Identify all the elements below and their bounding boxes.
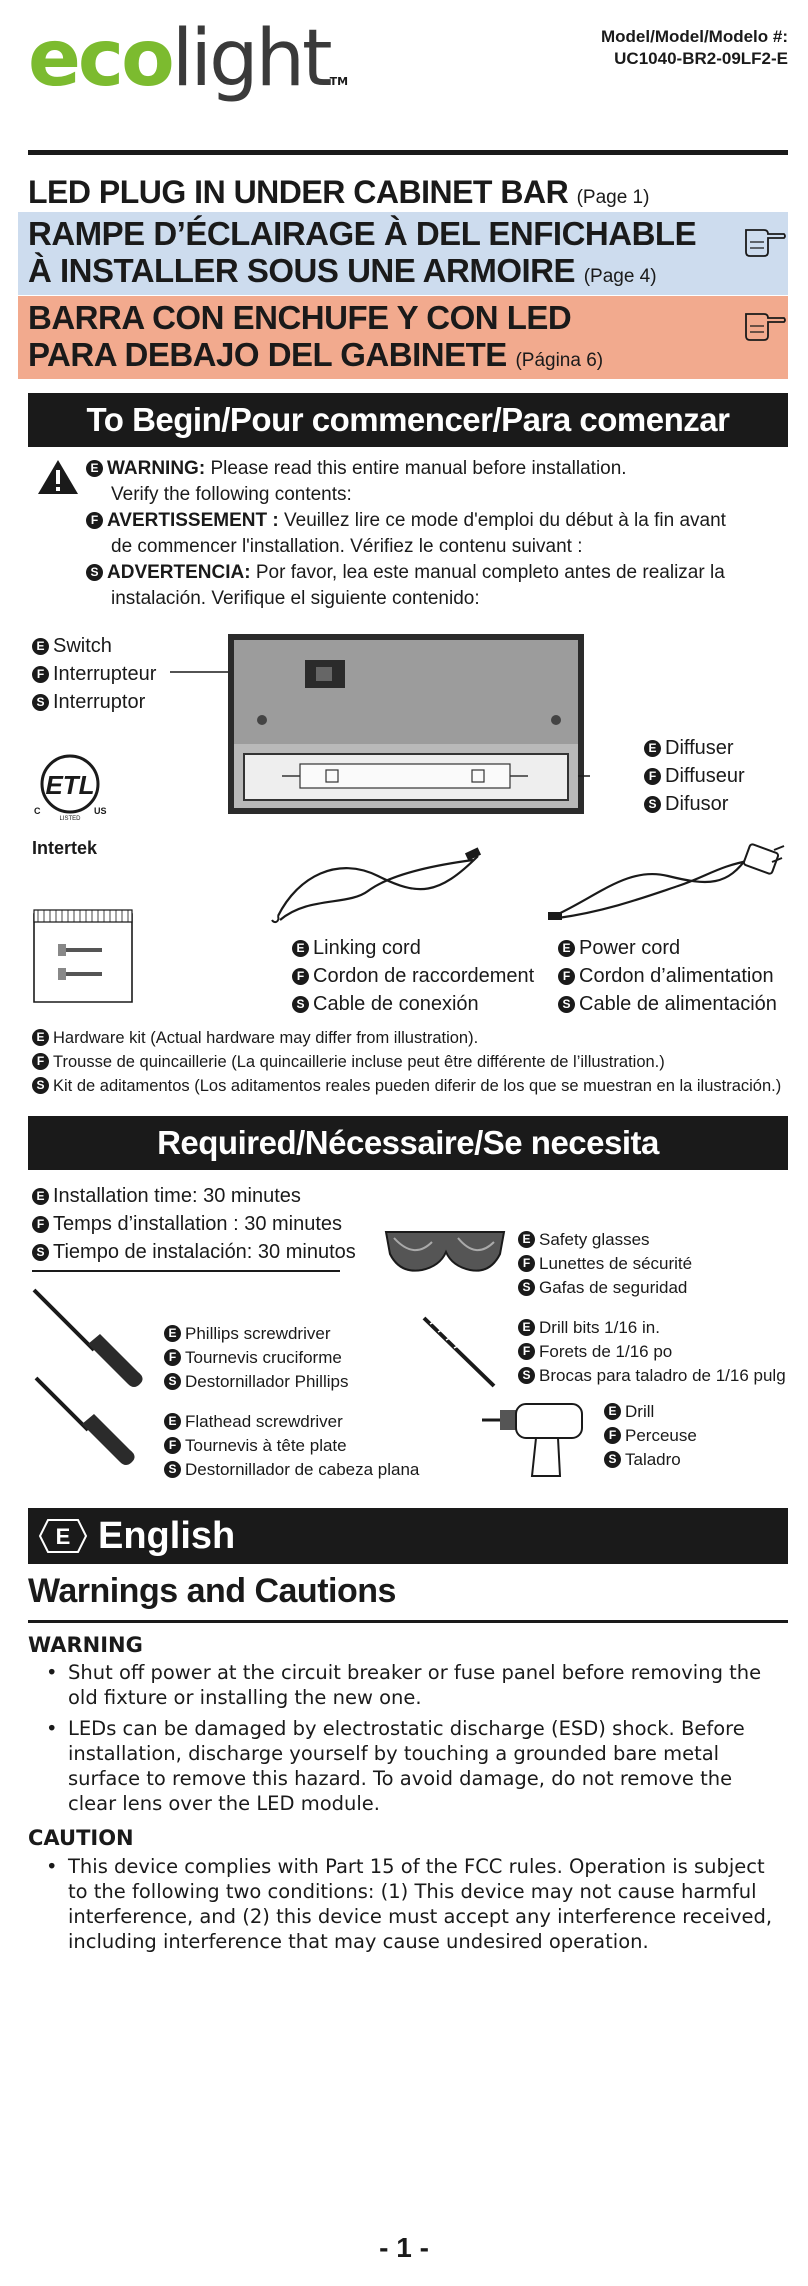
badge-s: S bbox=[164, 1373, 181, 1390]
badge-f: F bbox=[86, 512, 103, 529]
flathead-fr: Tournevis à tête plate bbox=[185, 1436, 347, 1455]
warning-item bbox=[46, 1716, 786, 1816]
warning-fr-text: Veuillez lire ce mode d'emploi du début à la fin avant bbox=[284, 510, 726, 531]
phillips-en: Phillips screwdriver bbox=[185, 1324, 331, 1343]
diffuser-fr: Diffuseur bbox=[665, 765, 745, 787]
header-rule bbox=[28, 150, 788, 155]
safety-en: Safety glasses bbox=[539, 1230, 650, 1249]
linking-cord-labels bbox=[292, 934, 534, 1018]
warning-es-label: ADVERTENCIA: bbox=[107, 562, 251, 583]
title-es-page: (Página 6) bbox=[515, 350, 604, 371]
pointing-hand-icon bbox=[742, 224, 786, 258]
badge-s: S bbox=[32, 1077, 49, 1094]
badge-s: S bbox=[292, 996, 309, 1013]
warnings-heading: Warnings and Cautions bbox=[28, 1572, 396, 1610]
diffuser-labels bbox=[644, 734, 745, 818]
hardware-en: Hardware kit (Actual hardware may differ from illustration). bbox=[53, 1029, 479, 1047]
safety-glasses-icon bbox=[380, 1224, 510, 1280]
badge-e: E bbox=[164, 1325, 181, 1342]
warning-en-label: WARNING: bbox=[107, 458, 206, 479]
caution-item bbox=[46, 1854, 786, 1954]
drill-bit-icon bbox=[420, 1314, 500, 1390]
warning-en-text2: Verify the following contents: bbox=[111, 484, 352, 505]
switch-fr: Interrupteur bbox=[53, 663, 157, 685]
english-label: English bbox=[98, 1515, 236, 1557]
title-es-line2: PARA DEBAJO DEL GABINETE bbox=[28, 336, 507, 373]
hardware-es: Kit de aditamentos (Los aditamentos reales pueden diferir de los que se muestran en la ilustración.) bbox=[53, 1077, 782, 1095]
linking-cord-es: Cable de conexión bbox=[313, 993, 479, 1015]
badge-e: E bbox=[644, 740, 661, 757]
linking-cord-illustration bbox=[268, 836, 488, 928]
flathead-screwdriver-icon bbox=[32, 1374, 142, 1474]
warning-es-text2: instalación. Verifique el siguiente contenido: bbox=[111, 588, 480, 609]
linking-cord-fr: Cordon de raccordement bbox=[313, 965, 535, 987]
etl-listed-mark bbox=[30, 752, 110, 822]
title-fr-line1: RAMPE D’ÉCLAIRAGE À DEL ENFICHABLE bbox=[28, 215, 697, 252]
intertek-label: Intertek bbox=[32, 838, 98, 858]
switch-en: Switch bbox=[53, 635, 112, 657]
badge-e: E bbox=[32, 1188, 49, 1205]
power-cord-fr: Cordon d’alimentation bbox=[579, 965, 774, 987]
badge-s: S bbox=[32, 694, 49, 711]
title-en-text: LED PLUG IN UNDER CABINET BAR bbox=[28, 174, 569, 210]
badge-s: S bbox=[644, 796, 661, 813]
hardware-kit-illustration bbox=[32, 908, 136, 1004]
phillips-labels bbox=[164, 1322, 348, 1394]
bullet: • bbox=[46, 1661, 58, 1684]
badge-f: F bbox=[32, 1216, 49, 1233]
badge-s: S bbox=[518, 1279, 535, 1296]
english-header bbox=[28, 1508, 788, 1564]
drill-labels bbox=[604, 1400, 697, 1472]
badge-f: F bbox=[518, 1343, 535, 1360]
english-badge-letter: E bbox=[55, 1524, 71, 1549]
badge-e: E bbox=[558, 940, 575, 957]
badge-e: E bbox=[86, 460, 103, 477]
warning-fr-text2: de commencer l'installation. Vérifiez le contenu suivant : bbox=[111, 536, 583, 557]
hardware-fr: Trousse de quincaillerie (La quincaillerie incluse peut être différente de l’illustration.) bbox=[53, 1053, 665, 1071]
safety-glasses-labels bbox=[518, 1228, 692, 1300]
drill-en: Drill bbox=[625, 1402, 655, 1421]
hardware-kit-text bbox=[32, 1026, 792, 1098]
logo-eco: eco bbox=[28, 14, 172, 104]
badge-e: E bbox=[518, 1319, 535, 1336]
model-number: UC1040-BR2-09LF2-E bbox=[614, 49, 788, 68]
badge-f: F bbox=[32, 1053, 49, 1070]
badge-f: F bbox=[518, 1255, 535, 1272]
caution-item-text: This device complies with Part 15 of the FCC rules. Operation is subject to the following two conditions: (1) This device may not cause harmful interference, and (2) this device must accept any interference received, including interference that may cause undesired operation. bbox=[68, 1855, 773, 1953]
ecolight-logo bbox=[28, 14, 349, 104]
flathead-en: Flathead screwdriver bbox=[185, 1412, 343, 1431]
phillips-fr: Tournevis cruciforme bbox=[185, 1348, 342, 1367]
badge-f: F bbox=[604, 1427, 621, 1444]
bullet: • bbox=[46, 1717, 58, 1740]
linking-cord-en: Linking cord bbox=[313, 937, 421, 959]
etl-listed: LISTED bbox=[59, 816, 81, 822]
safety-fr: Lunettes de sécurité bbox=[539, 1254, 693, 1273]
time-fr: Temps d’installation : 30 minutes bbox=[53, 1213, 343, 1235]
warning-fr-label: AVERTISSEMENT : bbox=[107, 510, 279, 531]
time-en: Installation time: 30 minutes bbox=[53, 1185, 301, 1207]
badge-e: E bbox=[164, 1413, 181, 1430]
warning-title: WARNING bbox=[28, 1633, 143, 1657]
title-fr-page: (Page 4) bbox=[583, 266, 657, 287]
warning-es bbox=[86, 560, 786, 612]
power-cord-en: Power cord bbox=[579, 937, 681, 959]
badge-s: S bbox=[32, 1244, 49, 1261]
required-header: Required/Nécessaire/Se necesita bbox=[28, 1116, 788, 1170]
diffuser-en: Diffuser bbox=[665, 737, 734, 759]
english-badge-icon bbox=[38, 1518, 88, 1554]
badge-s: S bbox=[164, 1461, 181, 1478]
heading-rule bbox=[28, 1620, 788, 1623]
badge-f: F bbox=[32, 666, 49, 683]
badge-f: F bbox=[558, 968, 575, 985]
light-bar-illustration bbox=[170, 634, 590, 824]
safety-es: Gafas de seguridad bbox=[539, 1278, 688, 1297]
badge-e: E bbox=[604, 1403, 621, 1420]
diffuser-es: Difusor bbox=[665, 793, 729, 815]
title-es-line1: BARRA CON ENCHUFE Y CON LED bbox=[28, 299, 572, 336]
badge-f: F bbox=[164, 1349, 181, 1366]
flathead-labels bbox=[164, 1410, 419, 1482]
badge-f: F bbox=[164, 1437, 181, 1454]
warning-triangle-icon bbox=[36, 458, 80, 496]
logo-tm: TM bbox=[329, 75, 349, 88]
switch-labels bbox=[32, 632, 156, 716]
time-es: Tiempo de instalación: 30 minutos bbox=[53, 1241, 356, 1263]
switch-es: Interruptor bbox=[53, 691, 146, 713]
warning-item bbox=[46, 1660, 786, 1710]
title-en bbox=[28, 174, 649, 211]
badge-e: E bbox=[292, 940, 309, 957]
drill-bits-en: Drill bits 1/16 in. bbox=[539, 1318, 660, 1337]
badge-s: S bbox=[518, 1367, 535, 1384]
badge-s: S bbox=[86, 564, 103, 581]
badge-s: S bbox=[604, 1451, 621, 1468]
drill-bits-labels bbox=[518, 1316, 786, 1388]
drill-bits-es: Brocas para taladro de 1/16 pulg bbox=[539, 1366, 786, 1385]
etl-text: ETL bbox=[45, 770, 95, 800]
logo-light: light bbox=[171, 14, 330, 104]
drill-bits-fr: Forets de 1/16 po bbox=[539, 1342, 673, 1361]
badge-e: E bbox=[518, 1231, 535, 1248]
warning-item-text: LEDs can be damaged by electrostatic discharge (ESD) shock. Before installation, discharge yourself by touching a grounded bare metal surface to remove this hazard. To avoid damage, do not remove the clear lens over the LED module. bbox=[68, 1717, 745, 1815]
badge-e: E bbox=[32, 638, 49, 655]
title-fr-line2: À INSTALLER SOUS UNE ARMOIRE bbox=[28, 252, 576, 289]
etl-us: US bbox=[94, 806, 107, 816]
time-rule bbox=[32, 1270, 340, 1272]
power-cord-labels bbox=[558, 934, 777, 1018]
model-block bbox=[601, 26, 788, 70]
to-begin-header: To Begin/Pour commencer/Para comenzar bbox=[28, 393, 788, 447]
installation-time bbox=[32, 1182, 356, 1266]
flathead-es: Destornillador de cabeza plana bbox=[185, 1460, 420, 1479]
badge-s: S bbox=[558, 996, 575, 1013]
page-number: - 1 - bbox=[379, 2232, 429, 2263]
etl-c: C bbox=[34, 806, 41, 816]
power-cord-es: Cable de alimentación bbox=[579, 993, 777, 1015]
phillips-es: Destornillador Phillips bbox=[185, 1372, 349, 1391]
drill-fr: Perceuse bbox=[625, 1426, 697, 1445]
warning-fr bbox=[86, 508, 786, 560]
drill-icon bbox=[480, 1396, 590, 1480]
badge-e: E bbox=[32, 1029, 49, 1046]
pointing-hand-icon bbox=[742, 308, 786, 342]
title-en-page: (Page 1) bbox=[576, 187, 650, 208]
warning-en bbox=[86, 456, 786, 508]
title-fr bbox=[28, 215, 696, 295]
bullet: • bbox=[46, 1855, 58, 1878]
title-es bbox=[28, 299, 603, 379]
badge-f: F bbox=[292, 968, 309, 985]
badge-f: F bbox=[644, 768, 661, 785]
caution-title: CAUTION bbox=[28, 1826, 134, 1850]
warning-item-text: Shut off power at the circuit breaker or fuse panel before removing the old fixture or installing the new one. bbox=[68, 1661, 762, 1709]
power-cord-illustration bbox=[548, 826, 788, 926]
warning-es-text: Por favor, lea este manual completo antes de realizar la bbox=[255, 562, 725, 583]
model-label: Model/Model/Modelo #: bbox=[601, 27, 788, 46]
drill-es: Taladro bbox=[625, 1450, 681, 1469]
warning-en-text: Please read this entire manual before installation. bbox=[210, 458, 627, 479]
